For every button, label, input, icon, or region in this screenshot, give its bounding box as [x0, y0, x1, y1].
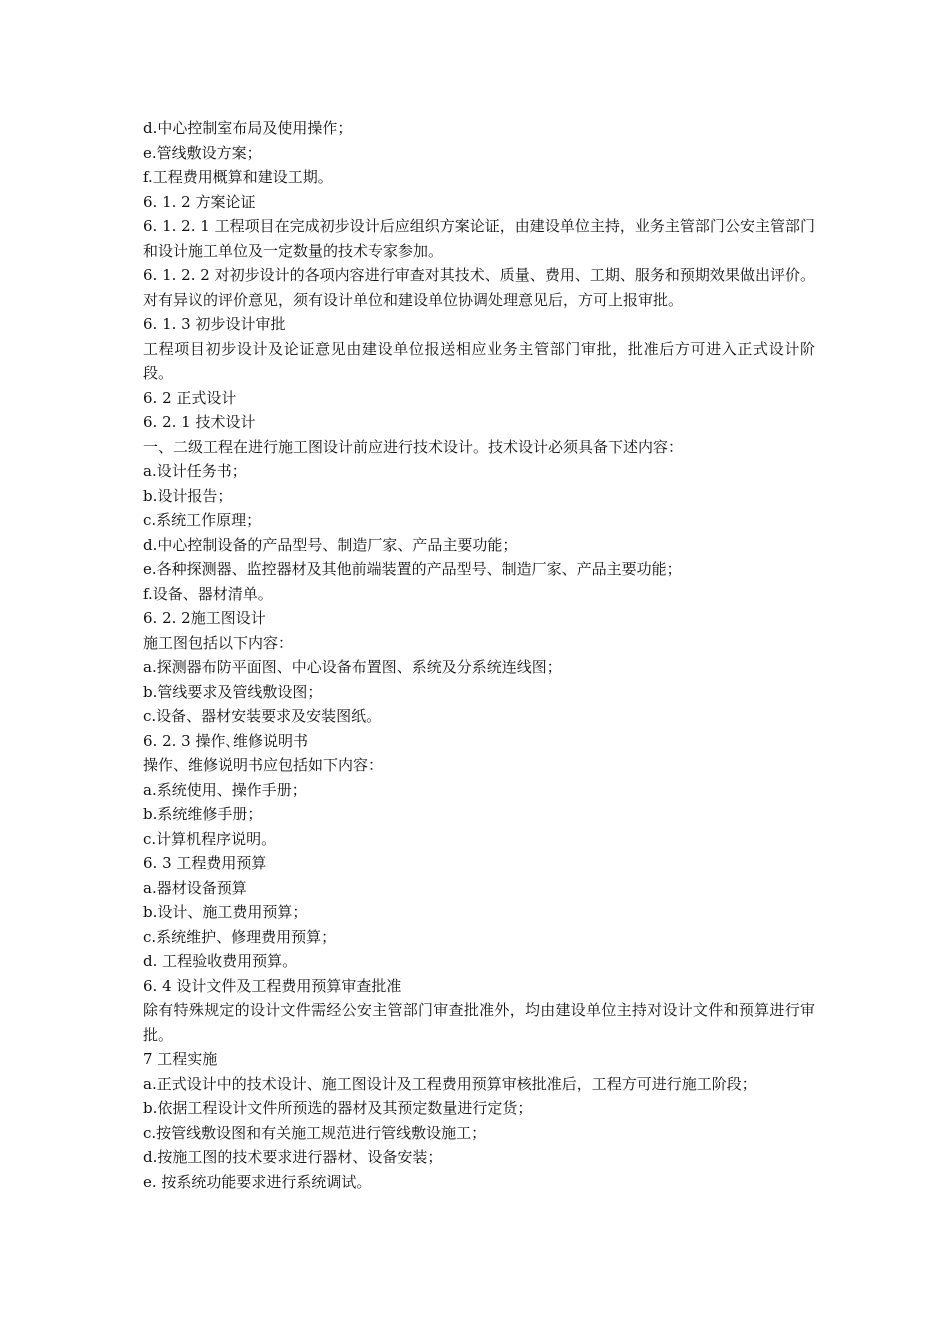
section-heading: 6. 1. 2 方案论证 [143, 192, 256, 211]
list-item: c.计算机程序说明。 [143, 829, 277, 848]
list-item: a.设计任务书； [143, 462, 247, 480]
document-page [143, 116, 815, 1194]
section-heading: 6. 2. 2施工图设计 [143, 609, 266, 627]
list-item: d.中心控制设备的产品型号、制造厂家、产品主要功能； [143, 535, 518, 554]
text-line: 施工图包括以下内容： [143, 633, 294, 652]
section-heading: 6. 2. 1 技术设计 [143, 413, 256, 431]
text-line: f.工程费用概算和建设工期。 [143, 168, 333, 186]
list-item: f.设备、器材清单。 [143, 584, 273, 603]
text-line: 一、二级工程在进行施工图设计前应进行技术设计。技术设计必须具备下述内容： [143, 437, 684, 456]
list-item: e. 按系统功能要求进行系统调试。 [143, 1172, 372, 1191]
list-item: a.器材设备预算 [143, 878, 247, 897]
paragraph: 6. 1. 2. 1 工程项目在完成初步设计后应组织方案论证，由建设单位主持，业务主管部门公安主管部门和设计施工单位及一定数量的技术专家参加。 [143, 217, 815, 260]
paragraph: 6. 1. 2. 2 对初步设计的各项内容进行审查对其技术、质量、费用、工期、服务和预期效果做出评价。对有异议的评价意见，须有设计单位和建设单位协调处理意见后，方可上报审批。 [143, 266, 815, 309]
list-item: a.正式设计中的技术设计、施工图设计及工程费用预算审核批准后，工程方可进行施工阶段； [143, 1074, 757, 1093]
list-item: c.系统维护、修理费用预算； [143, 927, 337, 946]
list-item: c.设备、器材安装要求及安装图纸。 [143, 707, 382, 725]
text-line: d.中心控制室布局及使用操作； [143, 119, 353, 137]
list-item: b.管线要求及管线敷设图； [143, 682, 323, 701]
list-item: b.设计、施工费用预算； [143, 903, 308, 921]
section-heading: 6. 2 正式设计 [143, 388, 237, 407]
text-line: 操作、维修说明书应包括如下内容： [143, 756, 384, 774]
section-heading: 6. 2. 3 操作､维修说明书 [143, 731, 308, 750]
text-line: e.管线敷设方案； [143, 143, 262, 162]
list-item: d. 工程验收费用预算。 [143, 952, 298, 970]
list-item: b.设计报告； [143, 486, 233, 505]
list-item: a.探测器布防平面图、中心设备布置图、系统及分系统连线图； [143, 658, 562, 676]
section-heading: 6. 3 工程费用预算 [143, 854, 267, 872]
list-item: a.系统使用、操作手册； [143, 780, 307, 799]
list-item: d.按施工图的技术要求进行器材、设备安装； [143, 1148, 443, 1166]
section-heading: 7 工程实施 [143, 1050, 218, 1068]
list-item: c.系统工作原理； [143, 511, 262, 529]
section-heading: 6. 1. 3 初步设计审批 [143, 315, 286, 333]
list-item: c.按管线敷设图和有关施工规范进行管线敷设施工； [143, 1123, 487, 1142]
list-item: b.依据工程设计文件所预选的器材及其预定数量进行定货； [143, 1099, 533, 1117]
list-item: b.系统维修手册； [143, 805, 263, 823]
paragraph: 工程项目初步设计及论证意见由建设单位报送相应业务主管部门审批，批准后方可进入正式设计阶段。 [143, 339, 815, 382]
section-heading: 6. 4 设计文件及工程费用预算审查批准 [143, 976, 402, 995]
list-item: e.各种探测器、监控器材及其他前端装置的产品型号、制造厂家、产品主要功能； [143, 560, 682, 578]
paragraph: 除有特殊规定的设计文件需经公安主管部门审查批准外，均由建设单位主持对设计文件和预算进行审批。 [143, 1001, 815, 1044]
